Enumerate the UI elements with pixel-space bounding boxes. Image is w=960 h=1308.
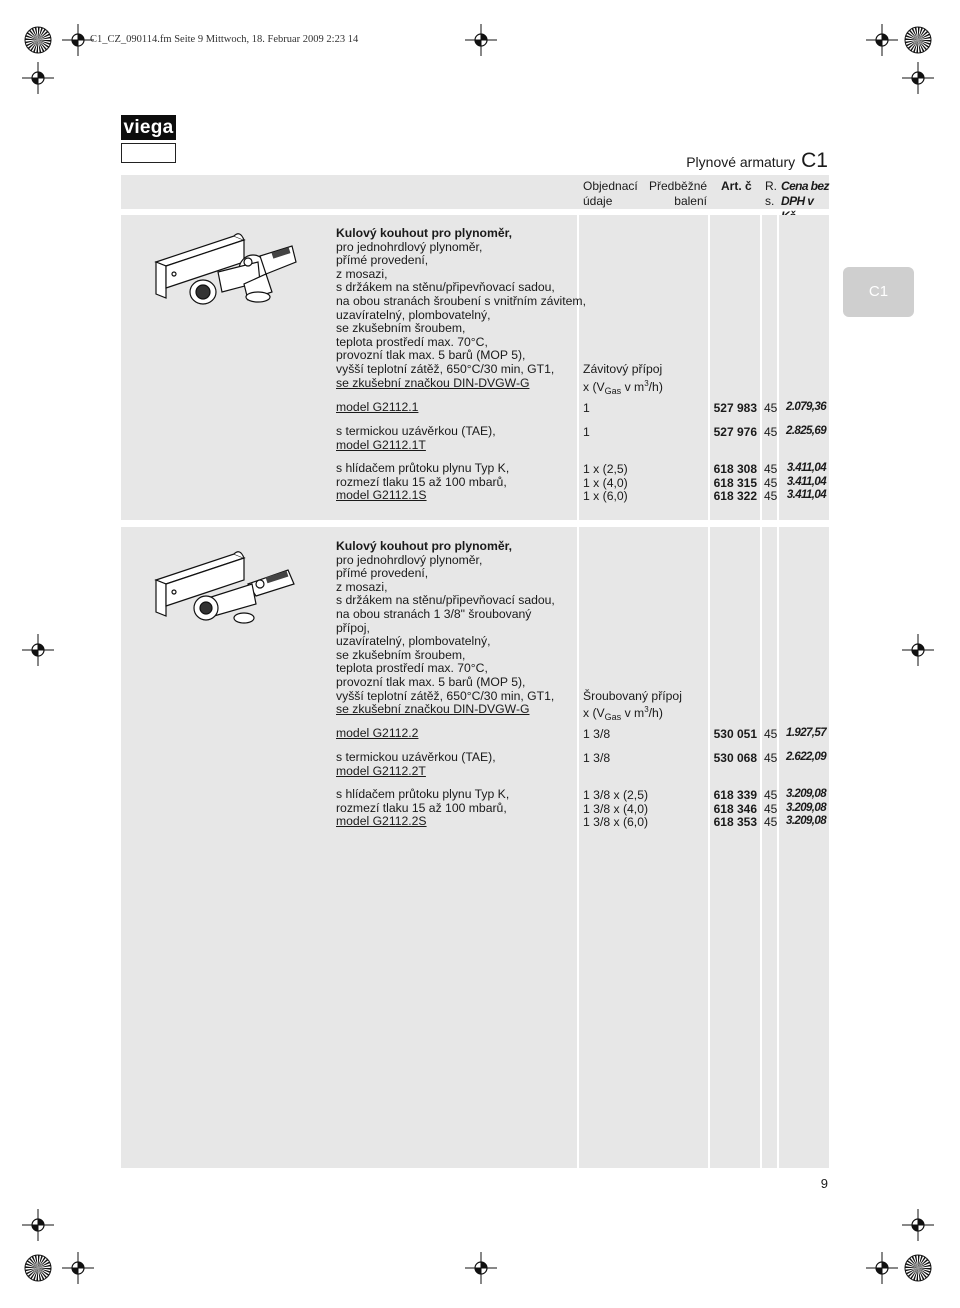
page-number: 9	[820, 1176, 828, 1191]
product-description-line: přímé provedení,	[336, 566, 429, 581]
section-code: C1	[801, 149, 828, 172]
product-description-line: uzavíratelný, plombovatelný,	[336, 634, 491, 649]
quantity-cell: 1 x (2,5)	[583, 462, 628, 476]
ball-valve-screw-image	[148, 540, 300, 626]
order-unit-part: Gas	[604, 385, 622, 396]
product-description-line: přímé provedení,	[336, 253, 429, 268]
pack-unit: 45	[764, 788, 778, 802]
product-title: Kulový kouhout pro plynoměr,	[336, 539, 513, 553]
article-number: 618 346	[713, 801, 757, 816]
product-description-line: na obou stranách 1 3/8" šroubovaný	[336, 607, 532, 621]
product-description-line: pro jednohrdlový plynoměr,	[336, 552, 483, 567]
pack-unit: 45	[764, 425, 778, 439]
pack-unit: 45	[764, 727, 778, 741]
model-line: model G2112.1T	[336, 437, 426, 452]
article-number: 618 339	[713, 788, 757, 802]
page-title	[600, 149, 828, 173]
model-line: model G2112.2S	[336, 814, 427, 829]
print-info: C1_CZ_090114.fm Seite 9 Mittwoch, 18. Februar 2009 2:23 14	[90, 34, 359, 45]
order-unit-part: 3	[644, 705, 649, 715]
pack-unit: 45	[764, 801, 778, 816]
price: 2.825,69	[786, 425, 826, 437]
page-title-text: Plynové armatury	[686, 154, 796, 170]
order-unit	[583, 703, 663, 725]
registration-mark-icon	[18, 58, 58, 98]
registration-mark-icon	[461, 1248, 501, 1288]
registration-mark-icon	[862, 1248, 902, 1288]
quantity-cell: 1 3/8	[583, 727, 611, 741]
registration-mark-icon	[18, 1205, 58, 1245]
logo-box	[121, 143, 176, 163]
header-pack-unit-l2: s.	[765, 194, 775, 208]
order-unit-part: v m	[621, 706, 645, 721]
price: 2.622,09	[786, 751, 826, 763]
article-number: 530 068	[713, 751, 757, 765]
product-description-line: uzavíratelný, plombovatelný,	[336, 307, 491, 322]
model-line: model G2112.1S	[336, 488, 427, 503]
header-order-data-l1: Objednací	[583, 179, 638, 193]
product-description-line: teplota prostředí max. 70°C,	[336, 661, 488, 676]
order-label: Závitový přípoj	[583, 362, 663, 376]
order-unit-part: Gas	[604, 712, 622, 723]
model-line: s termickou uzávěrkou (TAE),	[336, 750, 496, 764]
model-line: s hlídačem průtoku plynu Typ K,	[336, 787, 510, 801]
model-line: s hlídačem průtoku plynu Typ K,	[336, 461, 510, 475]
header-art-no: Art. č	[721, 179, 752, 193]
product-description-line: přípoj,	[336, 620, 370, 635]
pack-unit: 45	[764, 751, 778, 765]
quantity-cell: 1 3/8 x (4,0)	[583, 801, 649, 816]
order-unit	[583, 377, 663, 399]
registration-mark-icon	[18, 1248, 58, 1288]
product-description-line: pro jednohrdlový plynoměr,	[336, 239, 483, 254]
price: 3.411,04	[786, 489, 826, 502]
certification-mark: se zkušební značkou DIN-DVGW-G	[336, 702, 530, 717]
quantity-cell: 1 3/8	[583, 751, 611, 765]
header-order-data	[583, 179, 638, 209]
price: 3.411,04	[786, 475, 826, 488]
pack-unit: 45	[764, 401, 778, 415]
product-title: Kulový kouhout pro plynoměr,	[336, 226, 513, 240]
order-unit-part: /h)	[648, 379, 663, 394]
article-number: 527 983	[713, 401, 757, 415]
product-description-line: provozní tlak max. 5 barů (MOP 5),	[336, 348, 526, 363]
quantity-cell: 1 x (6,0)	[583, 489, 628, 504]
header-price-l1: Cena bez	[781, 179, 829, 193]
quantity-cell: 1 3/8 x (2,5)	[583, 788, 649, 802]
registration-mark-icon	[58, 1248, 98, 1288]
model-line: model G2112.2T	[336, 763, 426, 778]
product-description-line: se zkušebním šroubem,	[336, 321, 466, 336]
header-package-l1: Předběžné	[649, 179, 708, 193]
header-order-data-l2: údaje	[583, 194, 613, 208]
price: 3.411,04	[786, 462, 826, 474]
certification-mark: se zkušební značkou DIN-DVGW-G	[336, 375, 530, 390]
model-line: model G2112.1	[336, 400, 419, 414]
product-description-line: z mosazi,	[336, 579, 388, 594]
product-description-line: provozní tlak max. 5 barů (MOP 5),	[336, 675, 526, 689]
article-number: 618 322	[713, 489, 757, 504]
product-description-line: z mosazi,	[336, 266, 388, 281]
product-description-line: teplota prostředí max. 70°C,	[336, 334, 488, 349]
registration-mark-icon	[898, 58, 938, 98]
model-line: rozmezí tlaku 15 až 100 mbarů,	[336, 474, 507, 489]
header-pack-unit	[765, 179, 777, 209]
article-number: 527 976	[713, 425, 757, 439]
order-unit-part: x (V	[583, 706, 605, 721]
price: 3.209,08	[786, 815, 826, 828]
order-unit-part: 3	[644, 378, 649, 388]
ball-valve-image	[148, 222, 300, 308]
pack-unit: 45	[764, 475, 778, 490]
product-description-line: vyšší teplotní zátěž, 650°C/30 min, GT1,	[336, 362, 555, 376]
pack-unit: 45	[764, 815, 778, 830]
model-line: s termickou uzávěrkou (TAE),	[336, 424, 496, 438]
product-description-line: vyšší teplotní zátěž, 650°C/30 min, GT1,	[336, 688, 555, 703]
order-unit-part: /h)	[648, 706, 663, 721]
header-pack-unit-l1: R.	[765, 179, 777, 193]
section-tab: C1	[843, 267, 914, 317]
viega-logo: viega	[121, 115, 176, 140]
registration-mark-icon	[461, 20, 501, 60]
pack-unit: 45	[764, 489, 778, 504]
registration-mark-icon	[18, 630, 58, 670]
article-number: 530 051	[713, 727, 757, 741]
header-price-l2: DPH v	[781, 194, 814, 208]
registration-mark-icon	[862, 20, 902, 60]
price: 2.079,36	[786, 401, 826, 413]
order-label: Šroubovaný přípoj	[583, 688, 682, 703]
article-number: 618 315	[713, 475, 757, 490]
product-description-line: se zkušebním šroubem,	[336, 647, 466, 662]
table-header	[121, 175, 829, 209]
article-number: 618 353	[713, 815, 757, 830]
price: 3.209,08	[786, 801, 826, 814]
quantity-cell: 1 3/8 x (6,0)	[583, 815, 649, 830]
order-unit-part: x (V	[583, 379, 605, 394]
article-number: 618 308	[713, 462, 757, 476]
quantity-cell: 1	[583, 401, 590, 415]
product-description-line: na obou stranách šroubení s vnitřním závitem,	[336, 294, 586, 308]
price: 1.927,57	[786, 727, 826, 739]
registration-mark-icon	[18, 20, 58, 60]
registration-mark-icon	[898, 1205, 938, 1245]
quantity-cell: 1 x (4,0)	[583, 475, 628, 490]
header-package	[649, 179, 707, 209]
quantity-cell: 1	[583, 425, 590, 439]
price: 3.209,08	[786, 788, 826, 800]
registration-mark-icon	[898, 630, 938, 670]
model-line: model G2112.2	[336, 726, 419, 740]
pack-unit: 45	[764, 462, 778, 476]
registration-mark-icon	[898, 20, 938, 60]
header-package-l2: balení	[674, 194, 707, 208]
registration-mark-icon	[898, 1248, 938, 1288]
model-line: rozmezí tlaku 15 až 100 mbarů,	[336, 800, 507, 815]
order-unit-part: v m	[621, 379, 645, 394]
product-description-line: s držákem na stěnu/připevňovací sadou,	[336, 593, 555, 608]
product-description-line: s držákem na stěnu/připevňovací sadou,	[336, 280, 555, 295]
